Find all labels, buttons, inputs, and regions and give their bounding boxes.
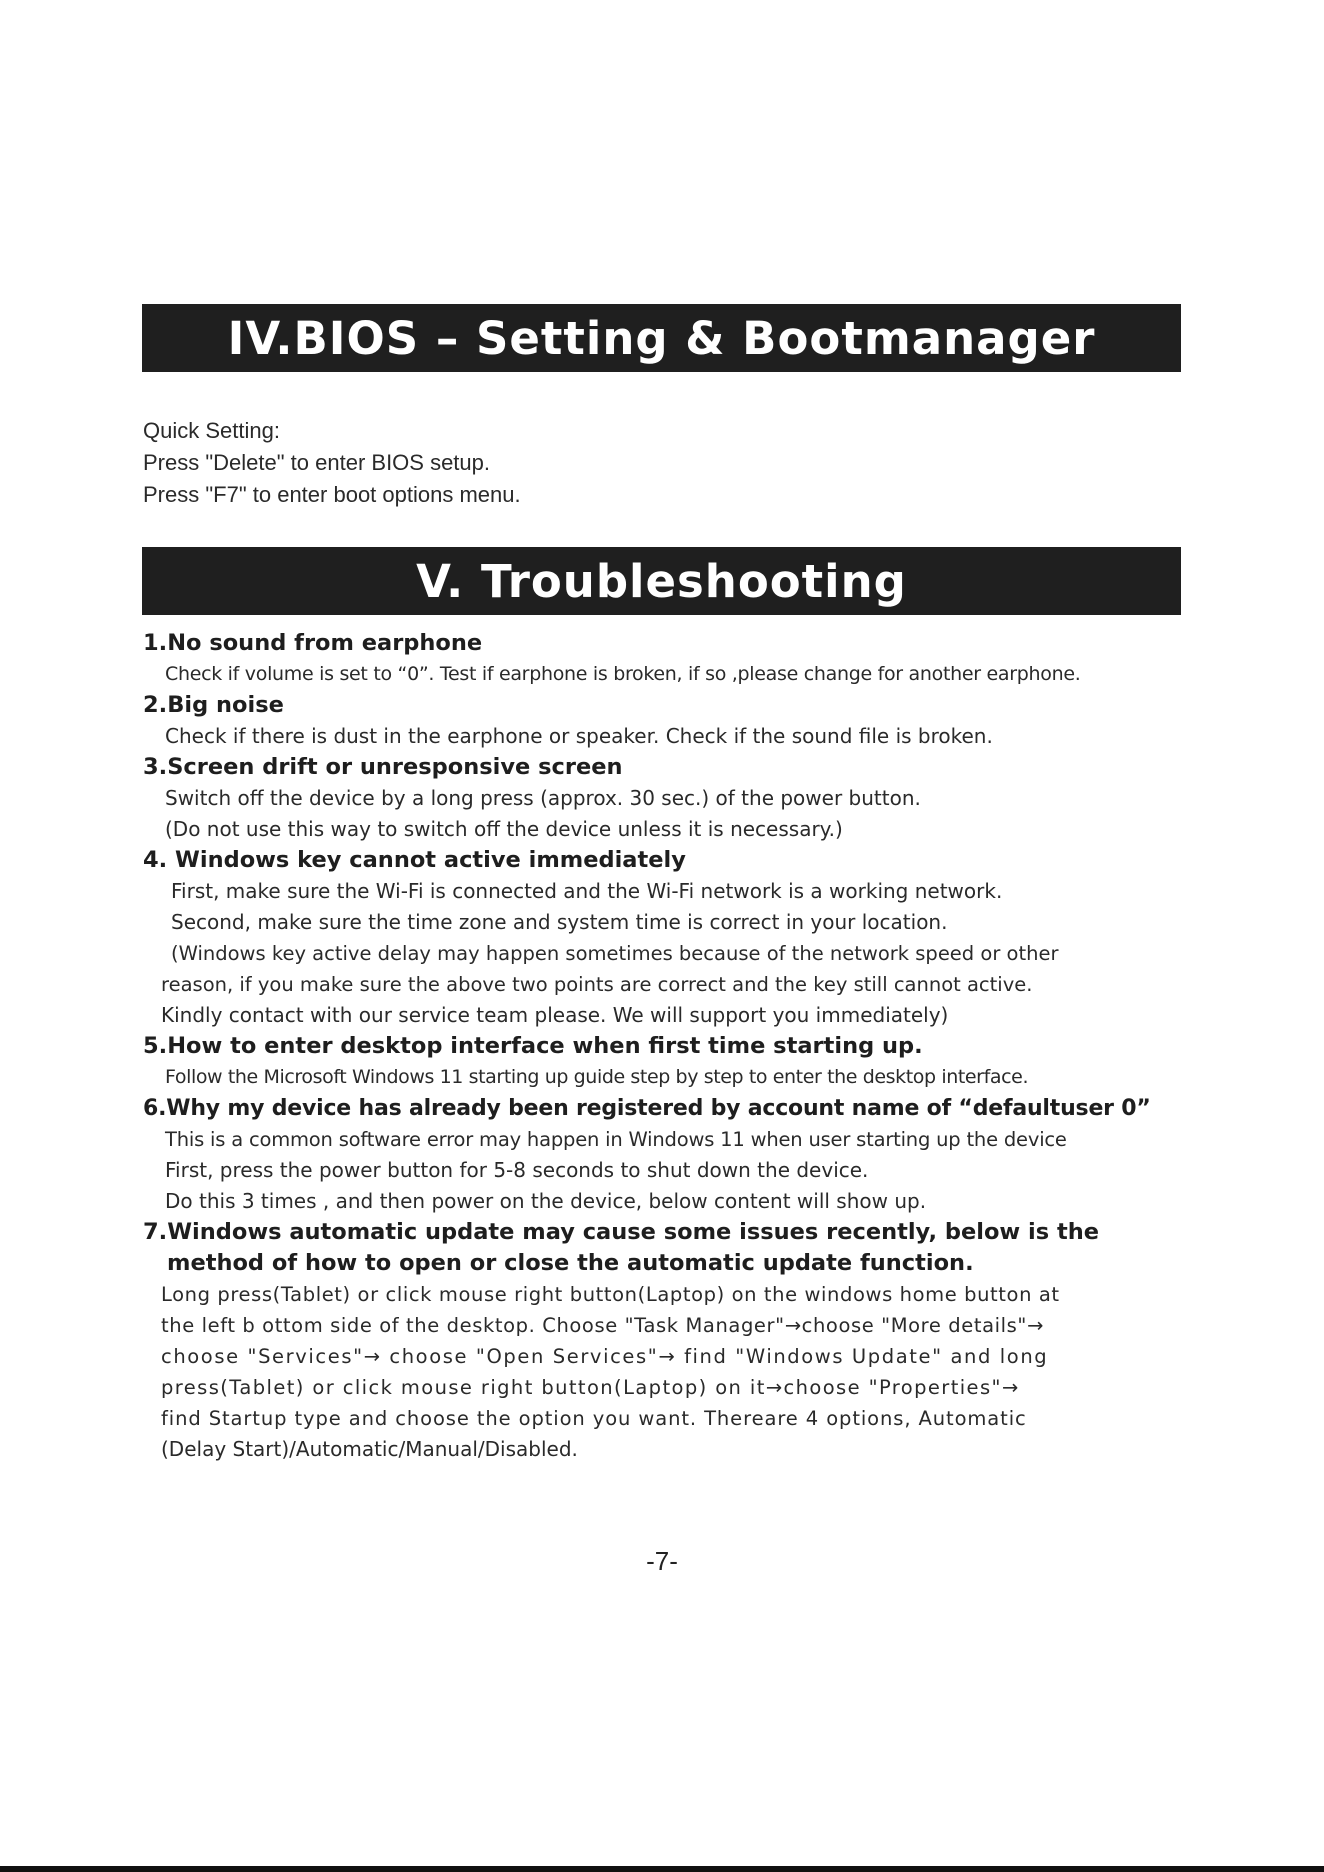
item-text: Long press(Tablet) or click mouse right button(Laptop) on the windows home button at bbox=[161, 1283, 1060, 1306]
item-title: 7.Windows automatic update may cause some issues recently, below is the bbox=[143, 1219, 1099, 1245]
troubleshooting-item bbox=[143, 1093, 1183, 1217]
item-text: Follow the Microsoft Windows 11 starting up guide step by step to enter the desktop interface. bbox=[165, 1066, 1029, 1088]
item-title: 4. Windows key cannot active immediately bbox=[143, 847, 686, 873]
item-text: Check if volume is set to “0”. Test if earphone is broken, if so ,please change for another earphone. bbox=[165, 663, 1081, 685]
bios-heading-text: IV.BIOS – Setting & Bootmanager bbox=[227, 311, 1096, 365]
quick-setting-label: Quick Setting: bbox=[143, 418, 280, 443]
bios-section-heading bbox=[142, 304, 1181, 372]
troubleshooting-item bbox=[143, 1217, 1183, 1465]
item-text: Second, make sure the time zone and system time is correct in your location. bbox=[171, 910, 948, 934]
troubleshooting-list bbox=[143, 628, 1183, 1465]
troubleshooting-item bbox=[143, 628, 1183, 690]
item-text: Check if there is dust in the earphone or speaker. Check if the sound file is broken. bbox=[165, 724, 993, 748]
troubleshooting-item bbox=[143, 845, 1183, 1031]
troubleshooting-item bbox=[143, 752, 1183, 845]
troubleshooting-item bbox=[143, 1031, 1183, 1093]
item-text: Switch off the device by a long press (approx. 30 sec.) of the power button. bbox=[165, 786, 921, 810]
item-title: 6.Why my device has already been registered by account name of “defaultuser 0” bbox=[143, 1096, 1151, 1121]
item-text: (Delay Start)/Automatic/Manual/Disabled. bbox=[161, 1437, 578, 1461]
item-text: This is a common software error may happen in Windows 11 when user starting up the device bbox=[165, 1128, 1067, 1151]
item-text: First, make sure the Wi-Fi is connected and the Wi-Fi network is a working network. bbox=[171, 879, 1003, 903]
item-title: method of how to open or close the automatic update function. bbox=[167, 1250, 974, 1276]
item-text: press(Tablet) or click mouse right button(Laptop) on it→choose "Properties"→ bbox=[161, 1376, 1020, 1399]
item-text: Do this 3 times , and then power on the device, below content will show up. bbox=[165, 1189, 927, 1213]
item-title: 5.How to enter desktop interface when first time starting up. bbox=[143, 1033, 923, 1059]
item-title: 3.Screen drift or unresponsive screen bbox=[143, 754, 623, 780]
quick-setting-line: Press "F7" to enter boot options menu. bbox=[143, 482, 521, 507]
quick-setting-line: Press "Delete" to enter BIOS setup. bbox=[143, 450, 491, 475]
item-text: find Startup type and choose the option you want. Thereare 4 options, Automatic bbox=[161, 1407, 1027, 1430]
item-title: 2.Big noise bbox=[143, 692, 284, 718]
bottom-border bbox=[0, 1866, 1324, 1872]
item-text: reason, if you make sure the above two points are correct and the key still cannot active. bbox=[161, 973, 1033, 996]
item-text: First, press the power button for 5-8 seconds to shut down the device. bbox=[165, 1158, 869, 1182]
troubleshooting-heading-text: V. Troubleshooting bbox=[416, 554, 907, 608]
item-text: choose "Services"→ choose "Open Services"→ find "Windows Update" and long bbox=[161, 1345, 1049, 1368]
item-text: (Windows key active delay may happen sometimes because of the network speed or other bbox=[171, 942, 1059, 965]
quick-setting-block bbox=[143, 415, 521, 511]
troubleshooting-item bbox=[143, 690, 1183, 752]
item-title: 1.No sound from earphone bbox=[143, 630, 483, 656]
page-number: -7- bbox=[646, 1546, 678, 1576]
item-text: the left b ottom side of the desktop. Choose "Task Manager"→choose "More details"→ bbox=[161, 1314, 1044, 1337]
troubleshooting-section-heading bbox=[142, 547, 1181, 615]
item-text: (Do not use this way to switch off the device unless it is necessary.) bbox=[165, 817, 843, 841]
item-text: Kindly contact with our service team please. We will support you immediately) bbox=[161, 1003, 949, 1027]
